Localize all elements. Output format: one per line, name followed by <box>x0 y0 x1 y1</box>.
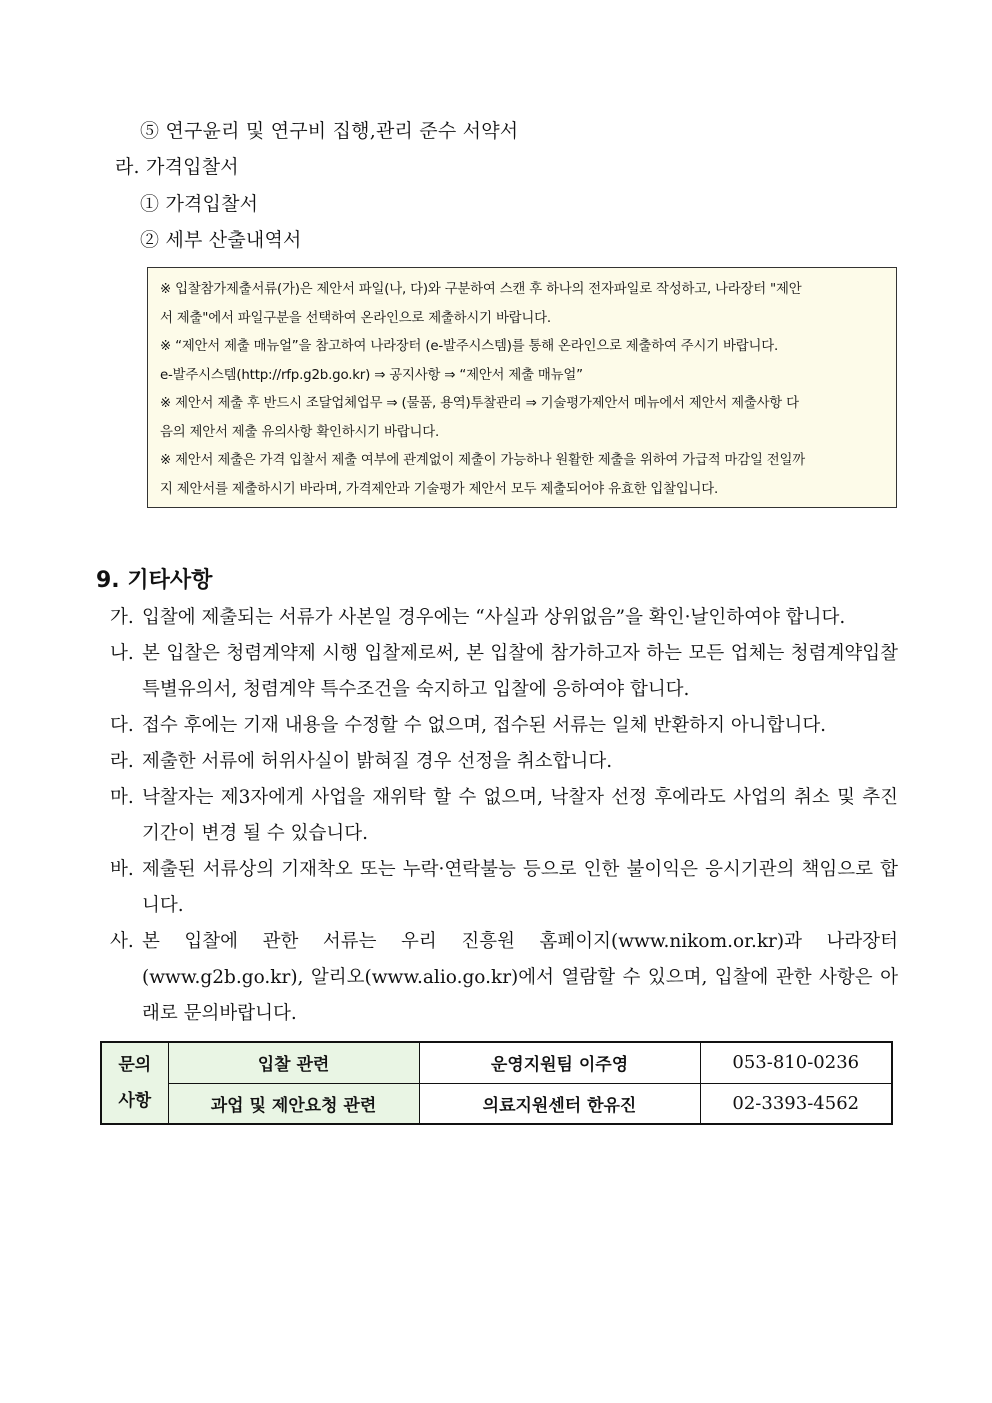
item-marker: 마. <box>110 787 134 808</box>
contact-person: 운영지원팀 이주영 <box>419 1042 700 1083</box>
list-item <box>110 924 898 1032</box>
section-title: 9. 기타사항 <box>96 568 213 593</box>
table-row <box>101 1042 892 1083</box>
item-text: 본 입찰에 관한 서류는 우리 진흥원 홈페이지(www.nikom.or.kr)과 나라장터(www.g2b.go.kr), 알리오(www.alio.go.kr)에서 열람할 수 있으며, 입찰에 관한 사항은 아래로 문의바랍니다. <box>142 931 898 1024</box>
list-item <box>110 600 898 636</box>
notice-line: ※ 입찰참가제출서류(가)은 제안서 파일(나, 다)와 구분하여 스캔 후 하나의 전자파일로 작성하고, 나라장터 "제안 <box>160 282 802 297</box>
list-item-research-ethics: ⑤ 연구윤리 및 연구비 집행,관리 준수 서약서 <box>140 120 519 142</box>
item-marker: 나. <box>110 643 134 664</box>
item-marker: 다. <box>110 715 134 736</box>
list-heading-price-bid: 라. 가격입찰서 <box>115 156 239 178</box>
list-item <box>110 852 898 924</box>
contact-topic: 입찰 관련 <box>168 1042 419 1083</box>
item-text: 낙찰자는 제3자에게 사업을 재위탁 할 수 없으며, 낙찰자 선정 후에라도 사업의 취소 및 추진 기간이 변경 될 수 있습니다. <box>142 787 898 844</box>
contact-phone: 02-3393-4562 <box>700 1083 892 1124</box>
contact-label-line: 사항 <box>118 1091 152 1111</box>
table-row <box>101 1083 892 1124</box>
contact-phone: 053-810-0236 <box>700 1042 892 1083</box>
notice-line: 음의 제안서 제출 유의사항 확인하시기 바랍니다. <box>160 425 440 440</box>
list-item <box>110 744 898 780</box>
item-text: 접수 후에는 기재 내용을 수정할 수 없으며, 접수된 서류는 일체 반환하지 아니합니다. <box>142 715 827 736</box>
contact-table <box>100 1041 893 1125</box>
item-text: 제출한 서류에 허위사실이 밝혀질 경우 선정을 취소합니다. <box>142 751 613 772</box>
list-item <box>110 708 898 744</box>
item-marker: 바. <box>110 859 134 880</box>
item-text: 입찰에 제출되는 서류가 사본일 경우에는 “사실과 상위없음”을 확인·날인하여야 합니다. <box>142 607 846 628</box>
item-marker: 사. <box>110 931 134 952</box>
notice-line: ※ “제안서 제출 매뉴얼”을 참고하여 나라장터 (e-발주시스템)를 통해 온라인으로 제출하여 주시기 바랍니다. <box>160 339 779 354</box>
contact-person: 의료지원센터 한유진 <box>419 1083 700 1124</box>
contact-topic: 과업 및 제안요청 관련 <box>168 1083 419 1124</box>
list-item <box>110 780 898 852</box>
notice-line: 지 제안서를 제출하시기 바라며, 가격제안과 기술평가 제안서 모두 제출되어야 유효한 입찰입니다. <box>160 482 719 497</box>
notice-line: ※ 제안서 제출 후 반드시 조달업체업무 ⇒ (물품, 용역)투찰관리 ⇒ 기술평가제안서 메뉴에서 제안서 제출사항 다 <box>160 396 799 411</box>
notice-line: ※ 제안서 제출은 가격 입찰서 제출 여부에 관계없이 제출이 가능하나 원활한 제출을 위하여 가급적 마감일 전일까 <box>160 453 805 468</box>
list-item-price-bid-form: ① 가격입찰서 <box>140 193 259 215</box>
notice-line: 서 제출"에서 파일구분을 선택하여 온라인으로 제출하시기 바랍니다. <box>160 311 551 326</box>
list-item <box>110 636 898 708</box>
item-text: 본 입찰은 청렴계약제 시행 입찰제로써, 본 입찰에 참가하고자 하는 모든 업체는 청렴계약입찰 특별유의서, 청렴계약 특수조건을 숙지하고 입찰에 응하여야 합니다. <box>142 643 898 700</box>
contact-label <box>101 1042 168 1124</box>
notice-box <box>147 267 897 508</box>
item-marker: 라. <box>110 751 134 772</box>
notice-line: e-발주시스템(http://rfp.g2b.go.kr) ⇒ 공지사항 ⇒ “제안서 제출 매뉴얼” <box>160 368 583 383</box>
contact-label-line: 문의 <box>118 1055 152 1075</box>
item-text: 제출된 서류상의 기재착오 또는 누락·연락불능 등으로 인한 불이익은 응시기관의 책임으로 합니다. <box>142 859 898 916</box>
list-item-cost-breakdown: ② 세부 산출내역서 <box>140 229 302 251</box>
item-marker: 가. <box>110 607 134 628</box>
